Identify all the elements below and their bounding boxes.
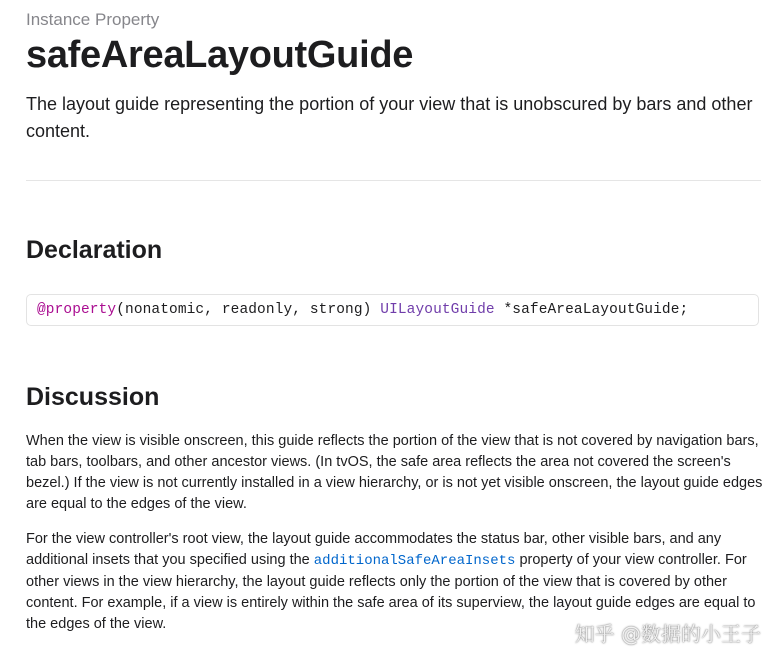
additional-safe-area-insets-link[interactable]: additionalSafeAreaInsets (313, 553, 516, 569)
symbol-kind-label: Instance Property (26, 10, 160, 29)
declaration-code-block (26, 294, 759, 326)
abstract-text: The layout guide representing the portion of your view that is unobscured by bars and other content. (26, 94, 753, 141)
code-property-name: *safeAreaLayoutGuide; (494, 302, 689, 318)
discussion-heading: Discussion (26, 383, 160, 411)
watermark: 知乎 @数据的小王子 (574, 622, 761, 646)
code-attribute: @property (37, 302, 117, 318)
page-title: safeAreaLayoutGuide (26, 34, 414, 76)
code-modifiers: (nonatomic, readonly, strong) (116, 302, 381, 318)
paragraph-2-text-after: property of your view controller. For other views in the view hierarchy, the layout guide reflects only the portion of the view that is covered by other content. For example, if a view is entirely within the safe area of its superview, the layout guide edges are equal to the edges of the view. (26, 552, 756, 632)
code-type-link[interactable]: UILayoutGuide (380, 302, 495, 318)
divider (26, 180, 761, 181)
discussion-paragraph-1: When the view is visible onscreen, this guide reflects the portion of the view that is not covered by navigation bars, tab bars, toolbars, and other ancestor views. (In tvOS, the safe area reflects the area not covered the screen's bezel.) If the view is not currently installed in a view hierarchy, or is not yet visible onscreen, the layout guide edges are equal to the edges of the view. (26, 433, 763, 512)
declaration-heading: Declaration (26, 236, 163, 264)
paragraph-2-text-before: For the view controller's root view, the layout guide accommodates the status bar, other visible bars, and any additional insets that you specified using the (26, 531, 722, 568)
declaration-code (37, 302, 688, 318)
